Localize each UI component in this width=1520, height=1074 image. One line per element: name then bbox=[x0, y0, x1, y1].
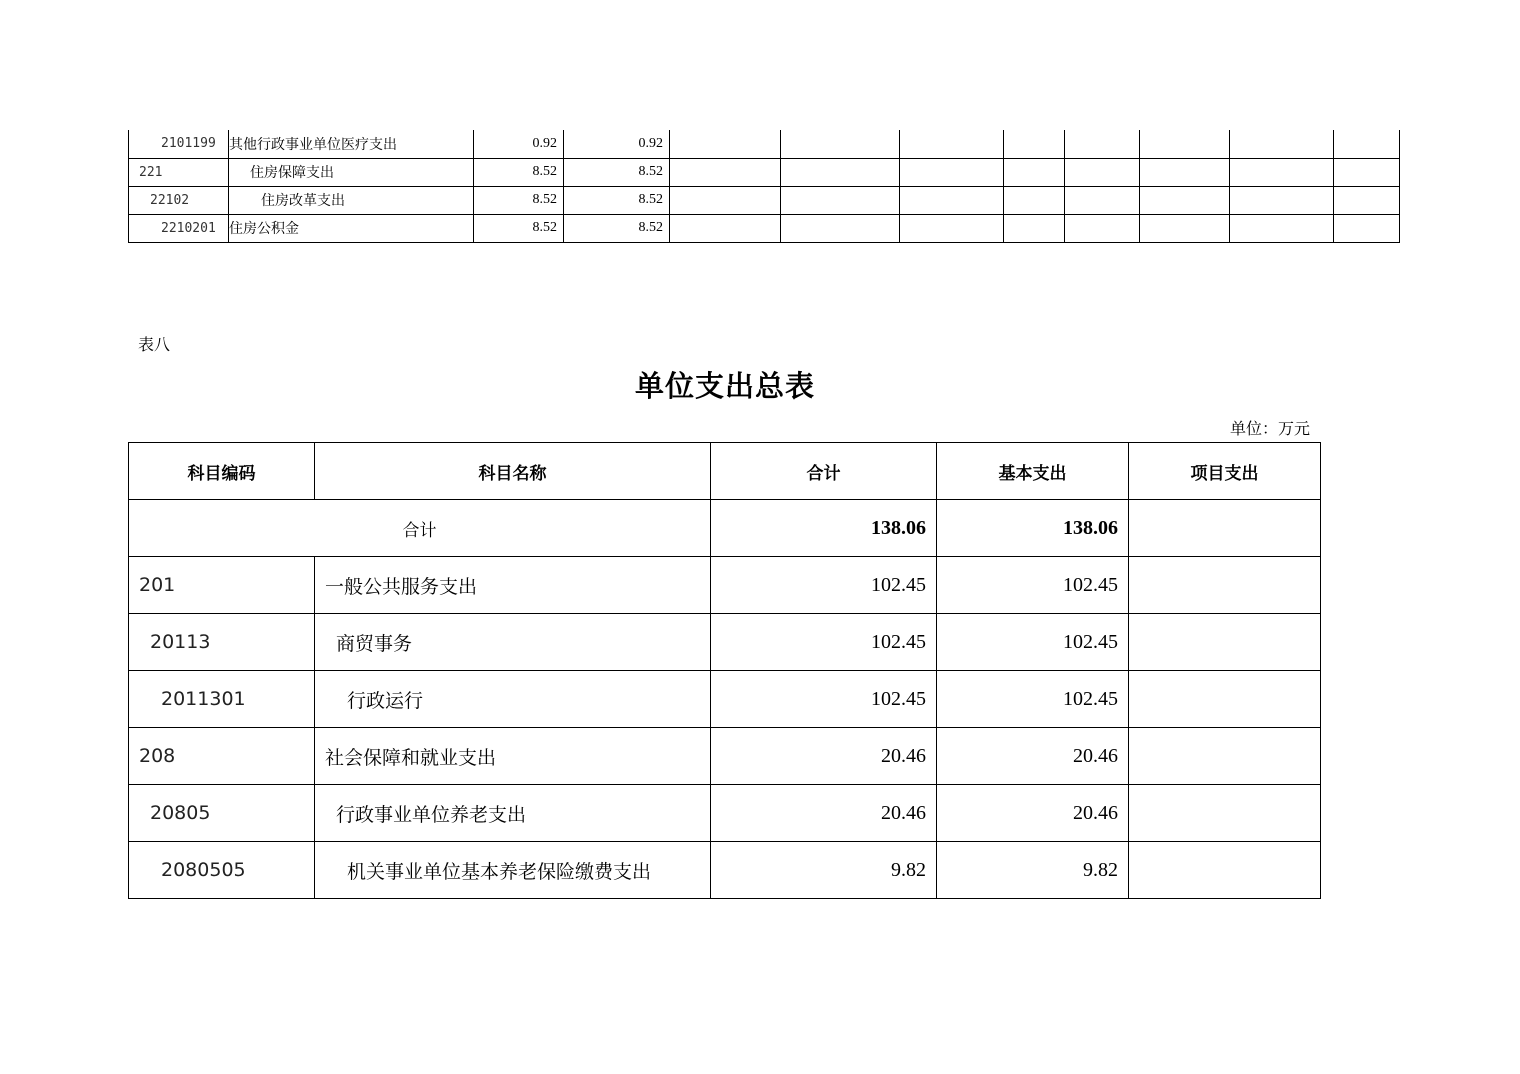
row-project bbox=[1129, 557, 1321, 614]
empty-cell bbox=[1140, 186, 1230, 214]
table-row bbox=[129, 671, 1321, 728]
empty-cell bbox=[1334, 214, 1400, 242]
empty-cell bbox=[1065, 186, 1140, 214]
header-code: 科目编码 bbox=[129, 443, 315, 500]
header-total: 合计 bbox=[711, 443, 937, 500]
row-name: 社会保障和就业支出 bbox=[315, 728, 711, 785]
row-code: 20113 bbox=[129, 614, 315, 671]
table-row bbox=[129, 557, 1321, 614]
continuation-table bbox=[128, 130, 1400, 243]
header-name: 科目名称 bbox=[315, 443, 711, 500]
row-name: 机关事业单位基本养老保险缴费支出 bbox=[315, 842, 711, 899]
empty-cell bbox=[781, 186, 900, 214]
row-name: 住房改革支出 bbox=[229, 186, 474, 214]
row-code: 22102 bbox=[129, 186, 229, 214]
row-basic: 102.45 bbox=[937, 557, 1129, 614]
main-table-body bbox=[129, 500, 1321, 899]
page-title: 单位支出总表 bbox=[634, 369, 815, 403]
table-row bbox=[129, 728, 1321, 785]
row-total: 20.46 bbox=[711, 728, 937, 785]
row-total: 9.82 bbox=[711, 842, 937, 899]
row-code: 2080505 bbox=[129, 842, 315, 899]
row-code: 208 bbox=[129, 728, 315, 785]
row-basic: 102.45 bbox=[937, 614, 1129, 671]
empty-cell bbox=[670, 130, 781, 158]
header-basic: 基本支出 bbox=[937, 443, 1129, 500]
row-code: 20805 bbox=[129, 785, 315, 842]
table-row bbox=[129, 785, 1321, 842]
row-basic: 9.82 bbox=[937, 842, 1129, 899]
table-row bbox=[129, 130, 1400, 158]
empty-cell bbox=[1140, 158, 1230, 186]
row-project bbox=[1129, 671, 1321, 728]
table-row bbox=[129, 158, 1400, 186]
continuation-table-body bbox=[129, 130, 1400, 242]
empty-cell bbox=[1230, 186, 1334, 214]
total-row-basic: 138.06 bbox=[937, 500, 1129, 557]
empty-cell bbox=[670, 158, 781, 186]
total-row bbox=[129, 500, 1321, 557]
row-value: 8.52 bbox=[564, 214, 670, 242]
empty-cell bbox=[1004, 130, 1065, 158]
empty-cell bbox=[670, 214, 781, 242]
table-row bbox=[129, 842, 1321, 899]
row-basic: 20.46 bbox=[937, 785, 1129, 842]
empty-cell bbox=[1230, 130, 1334, 158]
empty-cell bbox=[1004, 158, 1065, 186]
empty-cell bbox=[1334, 130, 1400, 158]
empty-cell bbox=[1230, 158, 1334, 186]
row-project bbox=[1129, 842, 1321, 899]
row-value: 8.52 bbox=[564, 158, 670, 186]
empty-cell bbox=[1004, 186, 1065, 214]
table-row bbox=[129, 186, 1400, 214]
empty-cell bbox=[1334, 158, 1400, 186]
empty-cell bbox=[900, 158, 1004, 186]
row-name: 其他行政事业单位医疗支出 bbox=[229, 130, 474, 158]
header-project: 项目支出 bbox=[1129, 443, 1321, 500]
row-total: 102.45 bbox=[711, 671, 937, 728]
row-project bbox=[1129, 614, 1321, 671]
header-row bbox=[129, 443, 1321, 500]
row-total: 20.46 bbox=[711, 785, 937, 842]
table-row bbox=[129, 214, 1400, 242]
row-project bbox=[1129, 785, 1321, 842]
row-basic: 20.46 bbox=[937, 728, 1129, 785]
row-value: 8.52 bbox=[564, 186, 670, 214]
empty-cell bbox=[1065, 158, 1140, 186]
empty-cell bbox=[781, 158, 900, 186]
row-basic: 102.45 bbox=[937, 671, 1129, 728]
empty-cell bbox=[1065, 130, 1140, 158]
empty-cell bbox=[670, 186, 781, 214]
empty-cell bbox=[1334, 186, 1400, 214]
table-row bbox=[129, 614, 1321, 671]
total-row-total: 138.06 bbox=[711, 500, 937, 557]
row-value: 0.92 bbox=[564, 130, 670, 158]
row-name: 住房公积金 bbox=[229, 214, 474, 242]
empty-cell bbox=[900, 130, 1004, 158]
total-row-project bbox=[1129, 500, 1321, 557]
row-name: 行政运行 bbox=[315, 671, 711, 728]
row-total: 102.45 bbox=[711, 557, 937, 614]
row-code: 221 bbox=[129, 158, 229, 186]
empty-cell bbox=[1230, 214, 1334, 242]
row-code: 2011301 bbox=[129, 671, 315, 728]
empty-cell bbox=[900, 214, 1004, 242]
row-value: 8.52 bbox=[474, 158, 564, 186]
row-code: 2210201 bbox=[129, 214, 229, 242]
expenditure-summary-table bbox=[128, 442, 1321, 899]
row-code: 2101199 bbox=[129, 130, 229, 158]
empty-cell bbox=[781, 214, 900, 242]
row-total: 102.45 bbox=[711, 614, 937, 671]
row-name: 住房保障支出 bbox=[229, 158, 474, 186]
row-code: 201 bbox=[129, 557, 315, 614]
empty-cell bbox=[781, 130, 900, 158]
empty-cell bbox=[1065, 214, 1140, 242]
row-value: 8.52 bbox=[474, 214, 564, 242]
unit-note: 单位：万元 bbox=[1229, 419, 1310, 438]
row-name: 一般公共服务支出 bbox=[315, 557, 711, 614]
empty-cell bbox=[1004, 214, 1065, 242]
row-value: 0.92 bbox=[474, 130, 564, 158]
row-value: 8.52 bbox=[474, 186, 564, 214]
row-name: 商贸事务 bbox=[315, 614, 711, 671]
total-row-label: 合计 bbox=[129, 500, 711, 557]
empty-cell bbox=[900, 186, 1004, 214]
empty-cell bbox=[1140, 214, 1230, 242]
table-number-label: 表八 bbox=[138, 335, 171, 354]
row-project bbox=[1129, 728, 1321, 785]
empty-cell bbox=[1140, 130, 1230, 158]
row-name: 行政事业单位养老支出 bbox=[315, 785, 711, 842]
